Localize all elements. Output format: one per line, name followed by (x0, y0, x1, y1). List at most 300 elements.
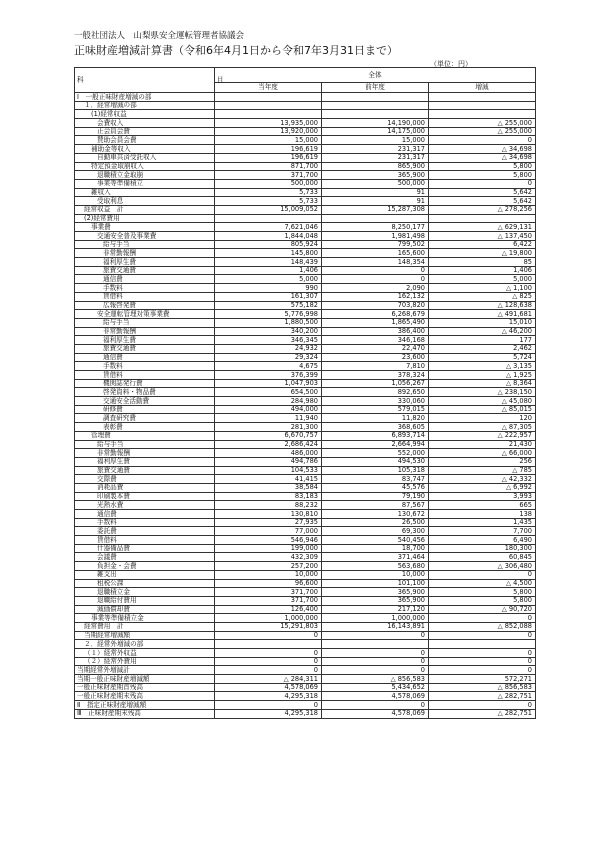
cell-current: 83,183 (215, 492, 322, 501)
row-label: 受取利息 (75, 197, 215, 206)
row-label: 補助金等収入 (75, 145, 215, 154)
cell-current: 1,406 (215, 266, 322, 275)
organization-name: 一般社団法人 山梨県安全運転管理者協議会 (74, 31, 245, 41)
table-row (75, 284, 536, 293)
cell-current: 15,291,803 (215, 622, 322, 631)
cell-current: 126,400 (215, 605, 322, 614)
cell-diff: 180,300 (429, 544, 536, 553)
row-label: 通信費 (75, 353, 215, 362)
row-label: 給与手当 (75, 240, 215, 249)
cell-current: 432,309 (215, 553, 322, 562)
cell-current: 77,000 (215, 527, 322, 536)
row-label: 福利厚生費 (75, 258, 215, 267)
subject-header: 科 目 (75, 68, 215, 93)
row-label: Ⅰ 一般正味財産増減の部 (75, 93, 215, 102)
cell-diff: △ 282,751 (429, 692, 536, 701)
cell-previous: 540,456 (322, 536, 429, 545)
row-label: 一般正味財産期末残高 (75, 692, 215, 701)
table-row (75, 240, 536, 249)
table-row (75, 214, 536, 223)
cell-diff: 5,000 (429, 275, 536, 284)
statement-table (74, 67, 536, 719)
cell-diff (429, 101, 536, 110)
cell-diff: △ 3,135 (429, 362, 536, 371)
cell-current (215, 93, 322, 102)
table-row (75, 145, 536, 154)
cell-current: 805,924 (215, 240, 322, 249)
cell-previous: 4,578,069 (322, 709, 429, 718)
table-row (75, 527, 536, 536)
cell-previous: 1,981,498 (322, 232, 429, 241)
table-row (75, 510, 536, 519)
row-label: 調査研究費 (75, 414, 215, 423)
cell-current: 5,000 (215, 275, 322, 284)
table-row (75, 536, 536, 545)
row-label: 給与手当 (75, 318, 215, 327)
cell-diff: 665 (429, 501, 536, 510)
cell-diff: △ 255,000 (429, 119, 536, 128)
cell-current: 5,733 (215, 197, 322, 206)
cell-previous: 368,605 (322, 423, 429, 432)
cell-diff: △ 255,000 (429, 127, 536, 136)
cell-current: 284,980 (215, 397, 322, 406)
cell-diff: 5,800 (429, 588, 536, 597)
cell-diff: 0 (429, 570, 536, 579)
cell-current: 6,670,757 (215, 431, 322, 440)
cell-current: 4,295,318 (215, 709, 322, 718)
table-row (75, 162, 536, 171)
cell-previous: 494,530 (322, 457, 429, 466)
cell-diff: △ 222,957 (429, 431, 536, 440)
table-row (75, 631, 536, 640)
cell-diff: 5,800 (429, 171, 536, 180)
cell-current: 196,619 (215, 145, 322, 154)
cell-current: 0 (215, 657, 322, 666)
cell-current (215, 214, 322, 223)
cell-previous: 23,600 (322, 353, 429, 362)
cell-diff: △ 825 (429, 292, 536, 301)
cell-diff: △ 90,720 (429, 605, 536, 614)
cell-previous: 330,060 (322, 397, 429, 406)
table-row (75, 388, 536, 397)
cell-current: 148,439 (215, 258, 322, 267)
cell-diff: 177 (429, 336, 536, 345)
cell-current: 96,600 (215, 579, 322, 588)
cell-diff: △ 282,751 (429, 709, 536, 718)
row-label: 旅費交通費 (75, 344, 215, 353)
table-row (75, 93, 536, 102)
row-label: 什器備品費 (75, 544, 215, 553)
cell-previous: 0 (322, 657, 429, 666)
cell-previous: 22,470 (322, 344, 429, 353)
table-row (75, 562, 536, 571)
cell-diff (429, 110, 536, 119)
cell-diff: 0 (429, 701, 536, 710)
table-row (75, 353, 536, 362)
cell-diff (429, 93, 536, 102)
table-row (75, 683, 536, 692)
cell-previous: 371,464 (322, 553, 429, 562)
cell-current: 7,621,046 (215, 223, 322, 232)
cell-current: 199,000 (215, 544, 322, 553)
cell-diff: 60,845 (429, 553, 536, 562)
cell-current: 500,000 (215, 179, 322, 188)
unit-label: （単位：円） (430, 60, 472, 68)
table-row (75, 649, 536, 658)
table-row (75, 640, 536, 649)
cell-current: 654,500 (215, 388, 322, 397)
cell-previous: 231,317 (322, 145, 429, 154)
row-label: 福利厚生費 (75, 457, 215, 466)
cell-current: 5,733 (215, 188, 322, 197)
row-label: ２．経常外増減の部 (75, 640, 215, 649)
row-label: 会議費 (75, 553, 215, 562)
cell-current: 371,700 (215, 171, 322, 180)
row-label: 事業費 (75, 223, 215, 232)
row-label: 雑支出 (75, 570, 215, 579)
cell-previous: 0 (322, 275, 429, 284)
cell-diff: 0 (429, 136, 536, 145)
cell-diff: 0 (429, 614, 536, 623)
row-label: 当期経常増減額 (75, 631, 215, 640)
row-label: １．経常増減の部 (75, 101, 215, 110)
row-label: 通信費 (75, 275, 215, 284)
cell-diff: 5,642 (429, 197, 536, 206)
cell-current: 13,935,000 (215, 119, 322, 128)
cell-diff: 3,993 (429, 492, 536, 501)
cell-current: 24,932 (215, 344, 322, 353)
cell-diff: 5,724 (429, 353, 536, 362)
row-label: 自動車共済受託収入 (75, 153, 215, 162)
cell-current: 340,200 (215, 327, 322, 336)
cell-diff: △ 8,364 (429, 379, 536, 388)
table-row (75, 518, 536, 527)
cell-previous: 16,143,891 (322, 622, 429, 631)
cell-previous: 148,354 (322, 258, 429, 267)
table-row (75, 223, 536, 232)
cell-current: △ 284,311 (215, 675, 322, 684)
cell-diff: 5,800 (429, 596, 536, 605)
cell-previous: 91 (322, 197, 429, 206)
cell-diff: 15,010 (429, 318, 536, 327)
cell-previous: 165,600 (322, 249, 429, 258)
cell-diff: △ 128,638 (429, 301, 536, 310)
row-label: Ⅱ 指定正味財産増減額 (75, 701, 215, 710)
cell-previous: 79,190 (322, 492, 429, 501)
cell-current: 161,307 (215, 292, 322, 301)
col-header-previous: 前年度 (322, 83, 429, 93)
cell-diff: 5,642 (429, 188, 536, 197)
cell-diff: 0 (429, 657, 536, 666)
cell-current: 575,182 (215, 301, 322, 310)
cell-previous (322, 110, 429, 119)
cell-diff: △ 34,698 (429, 153, 536, 162)
cell-previous (322, 640, 429, 649)
table-row (75, 310, 536, 319)
cell-current: 0 (215, 631, 322, 640)
cell-previous (322, 93, 429, 102)
row-label: 賃借料 (75, 292, 215, 301)
row-label: 旅費交通費 (75, 466, 215, 475)
cell-previous: 365,900 (322, 596, 429, 605)
cell-current: 0 (215, 701, 322, 710)
cell-current: 546,946 (215, 536, 322, 545)
cell-diff: △ 34,698 (429, 145, 536, 154)
table-row (75, 701, 536, 710)
cell-diff: 6,422 (429, 240, 536, 249)
table-row (75, 249, 536, 258)
row-label: 正会員会費 (75, 127, 215, 136)
table-row (75, 179, 536, 188)
row-label: 表彰費 (75, 423, 215, 432)
cell-diff: 85 (429, 258, 536, 267)
cell-current: 145,800 (215, 249, 322, 258)
cell-current: 376,399 (215, 371, 322, 380)
cell-current: 1,880,500 (215, 318, 322, 327)
cell-previous: 6,893,714 (322, 431, 429, 440)
cell-previous: 217,120 (322, 605, 429, 614)
cell-current: 257,200 (215, 562, 322, 571)
row-label: 管理費 (75, 431, 215, 440)
cell-previous: 2,090 (322, 284, 429, 293)
table-body (75, 93, 536, 719)
cell-diff: △ 19,800 (429, 249, 536, 258)
cell-previous: 500,000 (322, 179, 429, 188)
cell-current: 1,000,000 (215, 614, 322, 623)
row-label: (2)経常費用 (75, 214, 215, 223)
cell-current: 4,295,318 (215, 692, 322, 701)
table-row (75, 666, 536, 675)
cell-previous: 15,000 (322, 136, 429, 145)
cell-previous: 0 (322, 631, 429, 640)
row-label: 旅費交通費 (75, 266, 215, 275)
cell-previous: 346,168 (322, 336, 429, 345)
table-row (75, 301, 536, 310)
table-row (75, 232, 536, 241)
table-row (75, 423, 536, 432)
table-row (75, 371, 536, 380)
cell-previous: 26,500 (322, 518, 429, 527)
cell-current: 494,786 (215, 457, 322, 466)
table-row (75, 414, 536, 423)
cell-diff: 5,800 (429, 162, 536, 171)
cell-previous: 1,056,267 (322, 379, 429, 388)
table-row (75, 614, 536, 623)
cell-current: 4,675 (215, 362, 322, 371)
cell-previous: 378,324 (322, 371, 429, 380)
cell-diff: △ 785 (429, 466, 536, 475)
table-row (75, 657, 536, 666)
table-row (75, 579, 536, 588)
cell-diff: △ 46,200 (429, 327, 536, 336)
row-label: 一般正味財産期首残高 (75, 683, 215, 692)
cell-diff: 21,430 (429, 440, 536, 449)
row-label: 交通安全活動費 (75, 397, 215, 406)
cell-previous: 87,567 (322, 501, 429, 510)
row-label: 経常収益 計 (75, 205, 215, 214)
table-row (75, 197, 536, 206)
row-label: 退職給付費用 (75, 596, 215, 605)
cell-current: 2,686,424 (215, 440, 322, 449)
cell-previous: 45,576 (322, 483, 429, 492)
cell-diff: 1,435 (429, 518, 536, 527)
cell-current (215, 640, 322, 649)
table-row (75, 275, 536, 284)
row-label: 減価償却費 (75, 605, 215, 614)
cell-previous: 6,268,679 (322, 310, 429, 319)
cell-previous: △ 856,583 (322, 675, 429, 684)
cell-previous: 365,900 (322, 171, 429, 180)
cell-previous: 14,175,000 (322, 127, 429, 136)
row-label: 通信費 (75, 510, 215, 519)
table-row (75, 171, 536, 180)
row-label: 賃借料 (75, 536, 215, 545)
cell-previous: 865,900 (322, 162, 429, 171)
table-row (75, 440, 536, 449)
cell-diff: 0 (429, 649, 536, 658)
cell-diff: △ 278,256 (429, 205, 536, 214)
row-label: 雑収入 (75, 188, 215, 197)
cell-current: 27,935 (215, 518, 322, 527)
cell-previous: 231,317 (322, 153, 429, 162)
cell-current: 4,578,069 (215, 683, 322, 692)
table-row (75, 188, 536, 197)
cell-diff: △ 4,500 (429, 579, 536, 588)
table-row (75, 709, 536, 718)
row-label: 非常勤報酬 (75, 449, 215, 458)
cell-current: 1,047,903 (215, 379, 322, 388)
cell-current: 10,000 (215, 570, 322, 579)
table-row (75, 336, 536, 345)
cell-diff: △ 137,450 (429, 232, 536, 241)
table-row (75, 605, 536, 614)
table-row (75, 483, 536, 492)
cell-previous: 892,650 (322, 388, 429, 397)
row-label: 機関誌発行費 (75, 379, 215, 388)
cell-previous: 10,000 (322, 570, 429, 579)
cell-current: 196,619 (215, 153, 322, 162)
row-label: 特定預金取崩収入 (75, 162, 215, 171)
cell-previous: 4,578,069 (322, 692, 429, 701)
table-row (75, 119, 536, 128)
col-header-current: 当年度 (215, 83, 322, 93)
cell-current: 38,584 (215, 483, 322, 492)
cell-current: 41,415 (215, 475, 322, 484)
table-row (75, 553, 536, 562)
row-label: 租税公課 (75, 579, 215, 588)
cell-diff: △ 629,131 (429, 223, 536, 232)
cell-previous: 162,132 (322, 292, 429, 301)
cell-previous: 14,190,000 (322, 119, 429, 128)
table-row (75, 457, 536, 466)
row-label: 非常勤報酬 (75, 249, 215, 258)
cell-current: 15,009,052 (215, 205, 322, 214)
cell-current: 1,844,048 (215, 232, 322, 241)
table-row (75, 266, 536, 275)
cell-current: 494,000 (215, 405, 322, 414)
cell-diff: 0 (429, 631, 536, 640)
table-row (75, 397, 536, 406)
table-row (75, 596, 536, 605)
cell-previous: 15,287,308 (322, 205, 429, 214)
row-label: 印刷製本費 (75, 492, 215, 501)
cell-current: 486,000 (215, 449, 322, 458)
cell-previous: 365,900 (322, 588, 429, 597)
group-header: 全体 (215, 68, 536, 83)
cell-previous (322, 214, 429, 223)
cell-current: 130,810 (215, 510, 322, 519)
cell-current: 5,776,998 (215, 310, 322, 319)
cell-previous: 7,810 (322, 362, 429, 371)
cell-previous: 8,250,177 (322, 223, 429, 232)
cell-diff: 256 (429, 457, 536, 466)
table-row (75, 622, 536, 631)
row-label: 光熱水費 (75, 501, 215, 510)
cell-diff: △ 491,681 (429, 310, 536, 319)
cell-current: 371,700 (215, 588, 322, 597)
document-title: 正味財産増減計算書（令和6年4月1日から令和7年3月31日まで） (74, 44, 398, 57)
cell-previous: 0 (322, 701, 429, 710)
cell-current: 871,700 (215, 162, 322, 171)
row-label: 研修費 (75, 405, 215, 414)
cell-current: 346,345 (215, 336, 322, 345)
table-row (75, 475, 536, 484)
table-row (75, 127, 536, 136)
row-label: 賃借料 (75, 371, 215, 380)
cell-diff: △ 1,925 (429, 371, 536, 380)
cell-previous: 703,820 (322, 301, 429, 310)
cell-current: 371,700 (215, 596, 322, 605)
row-label: 交通安全普及事業費 (75, 232, 215, 241)
cell-diff: △ 1,100 (429, 284, 536, 293)
row-label: 啓発資料・物品費 (75, 388, 215, 397)
cell-previous: 1,865,490 (322, 318, 429, 327)
cell-previous: 91 (322, 188, 429, 197)
table-row (75, 205, 536, 214)
cell-previous: 563,680 (322, 562, 429, 571)
cell-current: 13,920,000 (215, 127, 322, 136)
cell-current: 990 (215, 284, 322, 293)
table-row (75, 327, 536, 336)
cell-current: 0 (215, 649, 322, 658)
cell-diff: 138 (429, 510, 536, 519)
row-label: Ⅲ 正味財産期末残高 (75, 709, 215, 718)
table-row (75, 449, 536, 458)
cell-diff: △ 42,332 (429, 475, 536, 484)
row-label: 広報啓発費 (75, 301, 215, 310)
row-label: 福利厚生費 (75, 336, 215, 345)
table-row (75, 379, 536, 388)
row-label: 手数料 (75, 518, 215, 527)
cell-diff: △ 87,305 (429, 423, 536, 432)
table-row (75, 588, 536, 597)
table-row (75, 258, 536, 267)
row-label: 安全運転管理対策事業費 (75, 310, 215, 319)
row-label: 当期一般正味財産増減額 (75, 675, 215, 684)
cell-diff: 0 (429, 179, 536, 188)
cell-diff (429, 214, 536, 223)
cell-diff: △ 306,480 (429, 562, 536, 571)
cell-current: 281,300 (215, 423, 322, 432)
col-header-diff: 増減 (429, 83, 536, 93)
table-row (75, 431, 536, 440)
cell-diff: △ 66,000 (429, 449, 536, 458)
cell-previous: 386,400 (322, 327, 429, 336)
table-row (75, 344, 536, 353)
cell-diff: 572,271 (429, 675, 536, 684)
row-label: 会費収入 (75, 119, 215, 128)
cell-diff: 120 (429, 414, 536, 423)
